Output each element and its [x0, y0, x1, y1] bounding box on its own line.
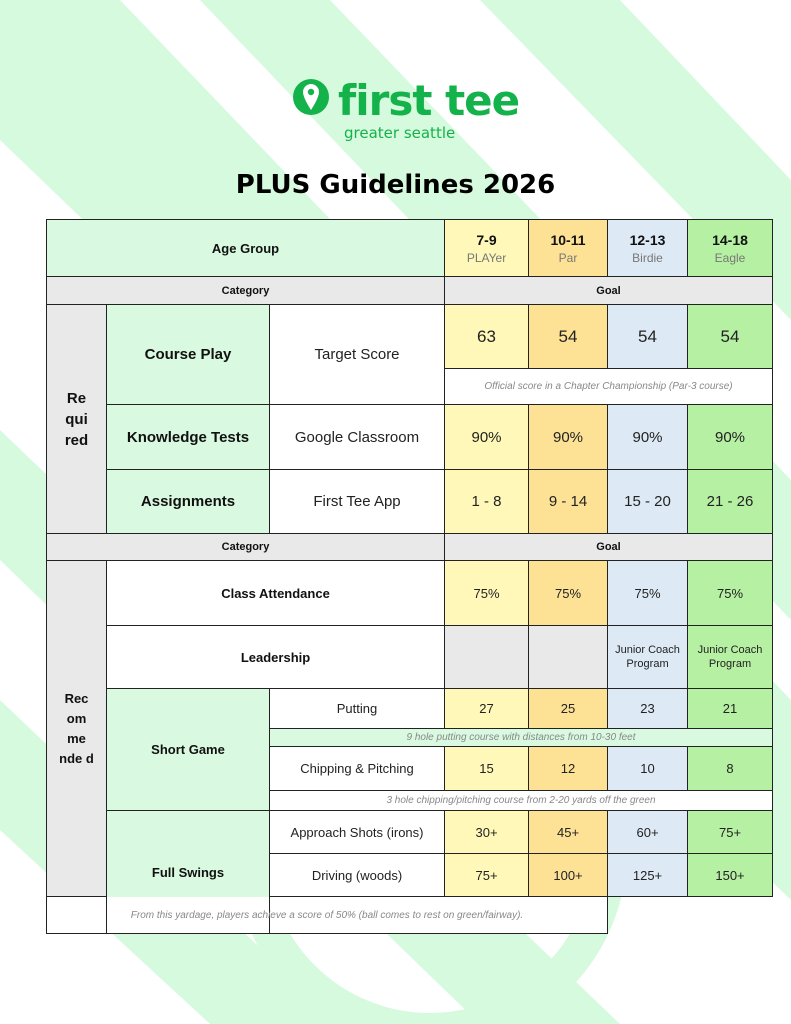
putting-value: 25	[529, 689, 608, 729]
attendance-value: 75%	[688, 561, 773, 626]
age-group-par	[529, 220, 608, 277]
assignments-label: Assignments	[107, 470, 270, 534]
age-group-eagle	[688, 220, 773, 277]
knowledge-value: 90%	[608, 405, 688, 470]
assignments-value: 15 - 20	[608, 470, 688, 534]
short-game-label: Short Game	[107, 689, 270, 811]
full-swings-label: Full Swings	[107, 811, 270, 934]
leadership-value	[529, 626, 608, 689]
driving-label: Driving (woods)	[270, 854, 445, 897]
course-play-label: Course Play	[107, 305, 270, 405]
driving-value: 100+	[529, 854, 608, 897]
attendance-value: 75%	[529, 561, 608, 626]
approach-value: 45+	[529, 811, 608, 854]
class-attendance-label: Class Attendance	[107, 561, 445, 626]
putting-value: 23	[608, 689, 688, 729]
approach-value: 60+	[608, 811, 688, 854]
first-tee-app-label: First Tee App	[270, 470, 445, 534]
age-group-birdie	[608, 220, 688, 277]
putting-note: 9 hole putting course with distances from 10-30 feet	[270, 729, 773, 747]
leadership-label: Leadership	[107, 626, 445, 689]
brand-subtitle: greater seattle	[344, 124, 456, 142]
leadership-value: Junior Coach Program	[688, 626, 773, 689]
driving-value: 125+	[608, 854, 688, 897]
age-name: PLAYer	[466, 250, 507, 265]
chipping-label: Chipping & Pitching	[270, 747, 445, 791]
recommended-label	[47, 561, 107, 897]
goal-header: Goal	[445, 534, 773, 561]
chipping-value: 15	[445, 747, 529, 791]
knowledge-value: 90%	[445, 405, 529, 470]
course-play-value: 63	[445, 305, 529, 369]
goal-header: Goal	[445, 277, 773, 305]
brand-name: first tee	[338, 76, 520, 125]
course-play-value: 54	[608, 305, 688, 369]
approach-label: Approach Shots (irons)	[270, 811, 445, 854]
age-range: 10-11	[550, 231, 586, 248]
guidelines-table	[46, 219, 773, 934]
age-range: 7-9	[476, 231, 497, 248]
knowledge-value: 90%	[688, 405, 773, 470]
first-tee-logo-icon	[292, 78, 332, 122]
putting-label: Putting	[270, 689, 445, 729]
driving-value: 75+	[445, 854, 529, 897]
chipping-value: 8	[688, 747, 773, 791]
assignments-value: 21 - 26	[688, 470, 773, 534]
age-name: Birdie	[632, 250, 663, 265]
attendance-value: 75%	[608, 561, 688, 626]
course-play-note: Official score in a Chapter Championship (Par-3 course)	[445, 369, 773, 405]
knowledge-value: 90%	[529, 405, 608, 470]
course-play-value: 54	[688, 305, 773, 369]
knowledge-tests-label: Knowledge Tests	[107, 405, 270, 470]
target-score-label: Target Score	[270, 305, 445, 405]
approach-value: 30+	[445, 811, 529, 854]
age-group-playr	[445, 220, 529, 277]
putting-value: 27	[445, 689, 529, 729]
required-label	[47, 305, 107, 534]
putting-value: 21	[688, 689, 773, 729]
age-name: Eagle	[714, 250, 746, 265]
assignments-value: 9 - 14	[529, 470, 608, 534]
leadership-value	[445, 626, 529, 689]
page-title: PLUS Guidelines 2026	[235, 170, 556, 200]
leadership-value: Junior Coach Program	[608, 626, 688, 689]
category-header: Category	[47, 534, 445, 561]
category-header: Category	[47, 277, 445, 305]
age-group-label: Age Group	[47, 220, 445, 277]
required-text: Re qui red	[64, 389, 89, 449]
age-range: 12-13	[629, 231, 666, 248]
approach-value: 75+	[688, 811, 773, 854]
chipping-value: 10	[608, 747, 688, 791]
chipping-value: 12	[529, 747, 608, 791]
age-range: 14-18	[712, 231, 748, 248]
assignments-value: 1 - 8	[445, 470, 529, 534]
chipping-note: 3 hole chipping/pitching course from 2-20 yards off the green	[270, 791, 773, 811]
driving-value: 150+	[688, 854, 773, 897]
course-play-value: 54	[529, 305, 608, 369]
google-classroom-label: Google Classroom	[270, 405, 445, 470]
full-swings-note: From this yardage, players achieve a score of 50% (ball comes to rest on green/fairway).	[47, 897, 608, 934]
attendance-value: 75%	[445, 561, 529, 626]
age-name: Par	[558, 250, 578, 265]
recommended-text: Rec om me nde d	[59, 690, 94, 766]
